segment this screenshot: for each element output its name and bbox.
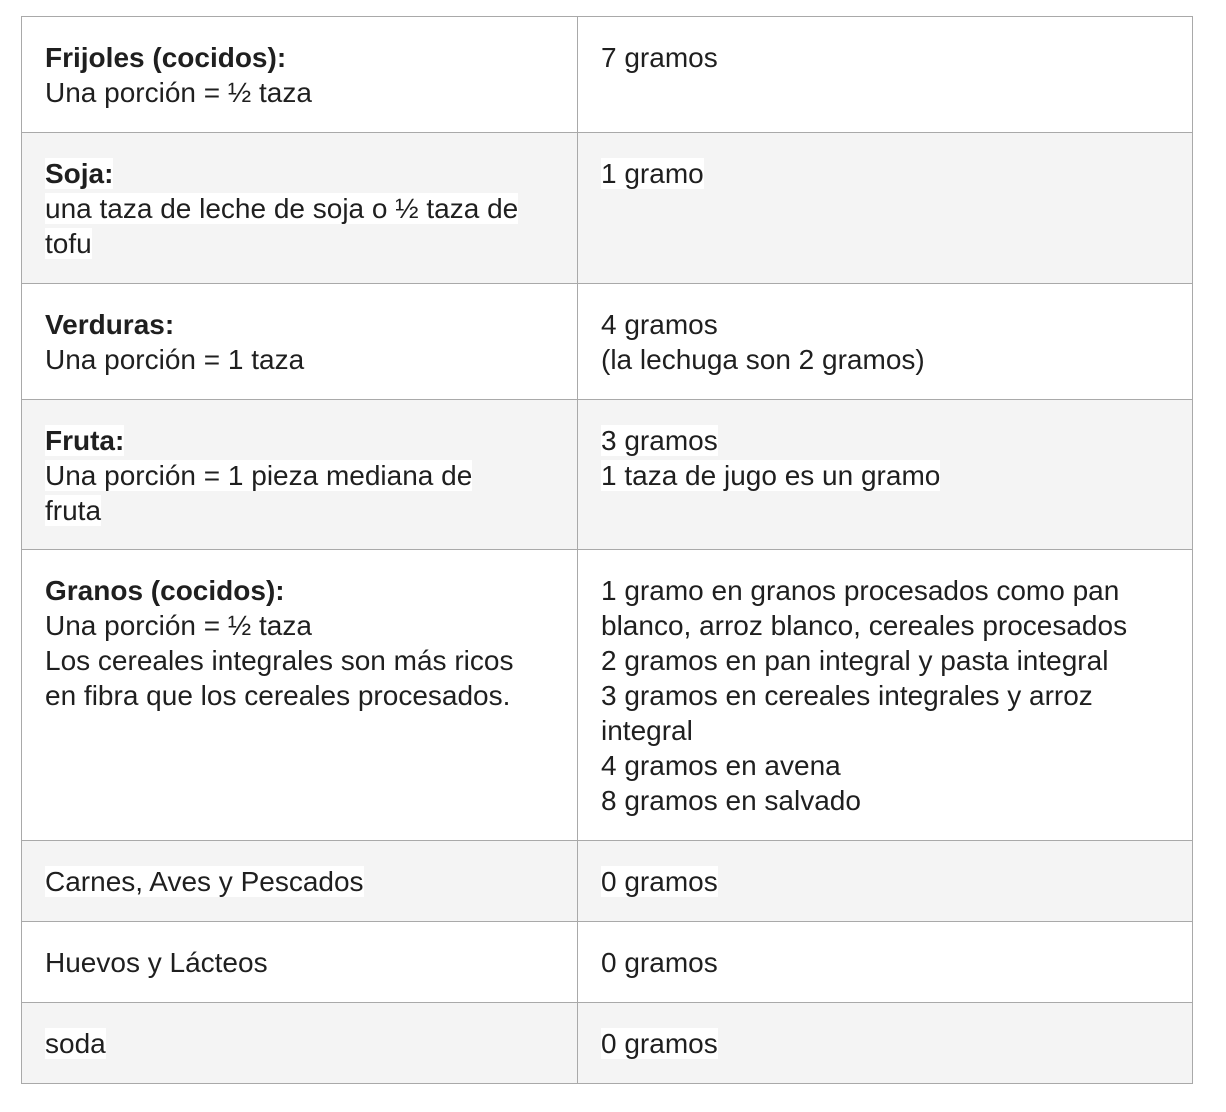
food-title: Fruta: [45, 425, 125, 456]
food-cell [22, 922, 578, 1003]
food-cell [22, 841, 578, 922]
food-detail-line: tofu [45, 228, 92, 259]
fiber-amount-line: (la lechuga son 2 gramos) [601, 344, 925, 375]
fiber-amount-line: 8 gramos en salvado [601, 785, 861, 816]
food-detail-line: fruta [45, 495, 102, 526]
fiber-amount-line: 3 gramos en cereales integrales y arroz [601, 680, 1093, 711]
fiber-cell [578, 17, 1193, 133]
food-name: soda [45, 1028, 106, 1059]
food-detail-line: Una porción = ½ taza [45, 610, 312, 641]
table-row [22, 133, 1193, 284]
fiber-amount-line: integral [601, 715, 693, 746]
food-title: Granos (cocidos): [45, 575, 285, 606]
food-name: Huevos y Lácteos [45, 947, 268, 978]
food-cell [22, 284, 578, 400]
fiber-amount-line: 0 gramos [601, 1028, 718, 1059]
table-row [22, 841, 1193, 922]
fiber-amount-line: 1 gramo en granos procesados como pan [601, 575, 1120, 606]
food-name: Carnes, Aves y Pescados [45, 866, 364, 897]
table-row [22, 1003, 1193, 1084]
fiber-cell [578, 284, 1193, 400]
food-cell [22, 400, 578, 550]
food-detail-line: Una porción = 1 taza [45, 344, 305, 375]
fiber-amount-line: 2 gramos en pan integral y pasta integral [601, 645, 1109, 676]
fiber-cell [578, 922, 1193, 1003]
fiber-amount-line: 4 gramos [601, 309, 718, 340]
fiber-cell [578, 841, 1193, 922]
fiber-amount-line: 3 gramos [601, 425, 718, 456]
table-row [22, 284, 1193, 400]
fiber-amount-line: blanco, arroz blanco, cereales procesados [601, 610, 1128, 641]
fiber-content-table [21, 16, 1193, 1084]
food-title: Verduras: [45, 309, 175, 340]
food-cell [22, 17, 578, 133]
fiber-amount-line: 0 gramos [601, 947, 718, 978]
fiber-amount-line: 0 gramos [601, 866, 718, 897]
food-detail-line: una taza de leche de soja o ½ taza de [45, 193, 519, 224]
fiber-amount-line: 4 gramos en avena [601, 750, 841, 781]
fiber-amount-line: 1 gramo [601, 158, 704, 189]
table-row [22, 400, 1193, 550]
food-cell [22, 133, 578, 284]
table-row [22, 17, 1193, 133]
food-detail-line: Una porción = ½ taza [45, 77, 312, 108]
food-detail-line: en fibra que los cereales procesados. [45, 680, 511, 711]
food-title: Soja: [45, 158, 114, 189]
food-detail-line: Una porción = 1 pieza mediana de [45, 460, 473, 491]
fiber-cell [578, 1003, 1193, 1084]
food-cell [22, 550, 578, 841]
table-row [22, 550, 1193, 841]
food-detail-line: Los cereales integrales son más ricos [45, 645, 514, 676]
table-row [22, 922, 1193, 1003]
fiber-cell [578, 550, 1193, 841]
fiber-cell [578, 400, 1193, 550]
food-cell [22, 1003, 578, 1084]
fiber-amount-line: 1 taza de jugo es un gramo [601, 460, 941, 491]
fiber-amount-line: 7 gramos [601, 42, 718, 73]
fiber-cell [578, 133, 1193, 284]
food-title: Frijoles (cocidos): [45, 42, 287, 73]
